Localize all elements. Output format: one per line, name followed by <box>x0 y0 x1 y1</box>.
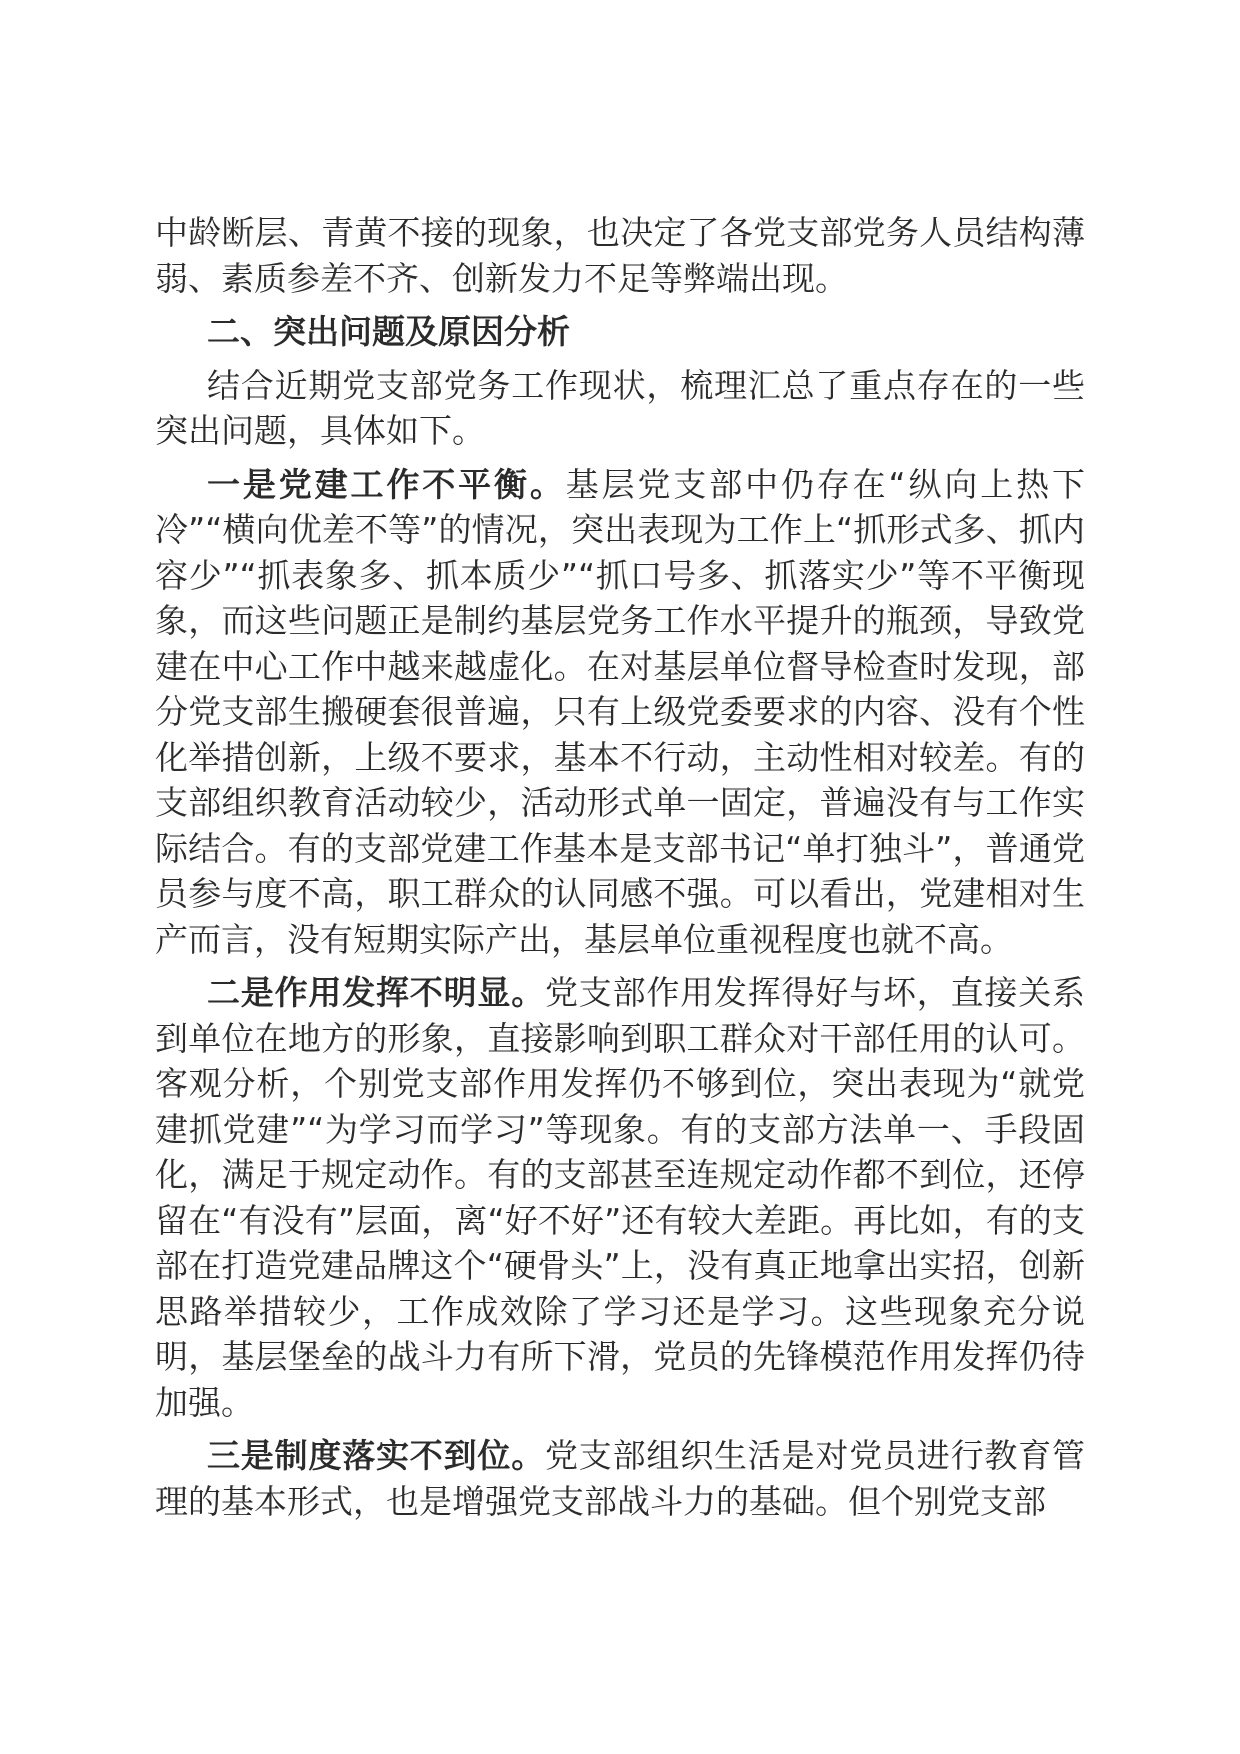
point-3-lead: 三是制度落实不到位。 <box>207 1436 545 1475</box>
point-2-body: 党支部作用发挥得好与坏，直接关系到单位在地方的形象，直接影响到职工群众对干部任用的认可。客观分析，个别党支部作用发挥仍不够到位，突出表现为“就党建抓党建”“为学习而学习”等现象。有的支部方法单一、手段固化，满足于规定动作。有的支部甚至连规定动作都不到位，还停留在“有没有”层面，离“好不好”还有较大差距。再比如，有的支部在打造党建品牌这个“硬骨头”上，没有真正地拿出实招，创新思路举措较少，工作成效除了学习还是学习。这些现象充分说明，基层堡垒的战斗力有所下滑，党员的先锋模范作用发挥仍待加强。 <box>155 973 1086 1422</box>
section-heading: 二、突出问题及原因分析 <box>207 312 570 351</box>
paragraph-intro: 结合近期党支部党务工作现状，梳理汇总了重点存在的一些突出问题，具体如下。 <box>155 365 1085 450</box>
point-1-body: 基层党支部中仍存在“纵向上热下冷”“横向优差不等”的情况，突出表现为工作上“抓形式多、抓内容少”“抓表象多、抓本质少”“抓口号多、抓落实少”等不平衡现象，而这些问题正是制约基层党务工作水平提升的瓶颈，导致党建在中心工作中越来越虚化。在对基层单位督导检查时发现，部分党支部生搬硬套很普遍，只有上级党委要求的内容、没有个性化举措创新，上级不要求，基本不行动，主动性相对较差。有的支部组织教育活动较少，活动形式单一固定，普遍没有与工作实际结合。有的支部党建工作基本是支部书记“单打独斗”，普通党员参与度不高，职工群众的认同感不强。可以看出，党建相对生产而言，没有短期实际产出，基层单位重视程度也就不高。 <box>155 464 1086 959</box>
point-2-lead: 二是作用发挥不明显。 <box>207 973 545 1012</box>
document-page <box>155 210 1085 1532</box>
paragraph-point-1 <box>155 462 1085 963</box>
paragraph-point-2 <box>155 970 1085 1425</box>
point-1-lead: 一是党建工作不平衡。 <box>207 464 566 504</box>
paragraph-point-3 <box>155 1433 1085 1524</box>
paragraph-continuation: 中龄断层、青黄不接的现象，也决定了各党支部党务人员结构薄弱、素质参差不齐、创新发力不足等弊端出现。 <box>155 213 1085 298</box>
point-3-body: 党支部组织生活是对党员进行教育管理的基本形式，也是增强党支部战斗力的基础。但个别党支部 <box>155 1436 1086 1521</box>
